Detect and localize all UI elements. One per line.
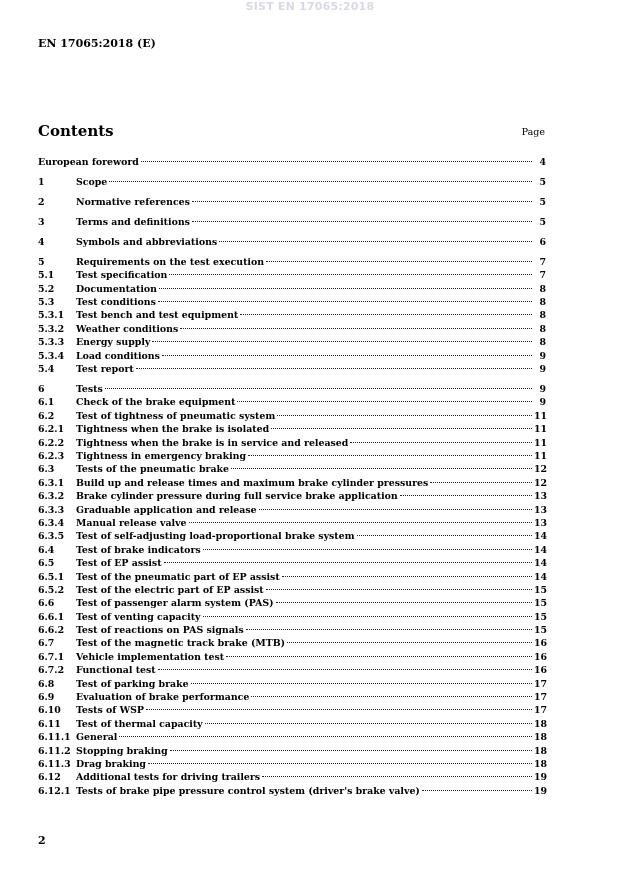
toc-entry[interactable] <box>38 396 546 409</box>
toc-entry-page: 14 <box>534 531 548 543</box>
toc-entry[interactable] <box>38 350 546 363</box>
toc-entry-title: Test of self-adjusting load-proportional brake system <box>76 531 355 543</box>
toc-entry-number: 5.4 <box>38 364 55 376</box>
toc-entry-page: 11 <box>534 424 548 436</box>
toc-entry-title: Tests of the pneumatic brake <box>76 464 229 476</box>
toc-entry-title: Test of EP assist <box>76 558 162 570</box>
toc-entry-page: 14 <box>534 558 548 570</box>
dot-leader <box>158 669 532 670</box>
toc-entry-page: 6 <box>539 236 546 248</box>
toc-entry[interactable] <box>38 691 546 704</box>
dot-leader <box>203 616 532 617</box>
toc-entry[interactable] <box>38 557 546 570</box>
toc-entry-title: Tightness when the brake is in service and released <box>76 437 349 449</box>
toc-entry-number: 6.9 <box>38 692 55 704</box>
dot-leader <box>226 656 532 657</box>
toc-entry[interactable] <box>38 256 546 269</box>
toc-entry-page: 9 <box>539 397 546 409</box>
dot-leader <box>357 535 532 536</box>
dot-leader <box>259 509 532 510</box>
toc-entry-page: 8 <box>539 297 546 309</box>
toc-entry-number: 5.3.3 <box>38 337 65 349</box>
toc-entry-number: 6.2.3 <box>38 450 65 462</box>
dot-leader <box>203 549 532 550</box>
dot-leader <box>141 161 532 162</box>
toc-entry-title: Test of venting capacity <box>76 611 201 623</box>
toc-entry-number: 6.3.4 <box>38 517 65 529</box>
toc-entry-page: 19 <box>534 785 548 797</box>
toc-entry-page: 11 <box>534 450 548 462</box>
toc-entry[interactable] <box>38 269 546 282</box>
dot-leader <box>105 388 532 389</box>
toc-entry-title: Test of the pneumatic part of EP assist <box>76 571 280 583</box>
dot-leader <box>189 522 533 523</box>
toc-entry-page: 13 <box>534 491 548 503</box>
dot-leader <box>205 723 532 724</box>
toc-entry[interactable] <box>38 477 546 490</box>
toc-entry-title: Tightness when the brake is isolated <box>76 424 270 436</box>
toc-entry-title: Vehicle implementation test <box>76 651 225 663</box>
toc-entry-number: 6.11 <box>38 718 61 730</box>
toc-entry-number: 5.3.4 <box>38 350 65 362</box>
toc-entry-number: 6.11.1 <box>38 732 71 744</box>
toc-entry-number: 5.3.1 <box>38 310 65 322</box>
toc-entry-title: Scope <box>76 176 108 188</box>
toc-entry-title: Tests of WSP <box>76 705 144 717</box>
toc-entry-page: 9 <box>539 384 546 396</box>
toc-entry[interactable] <box>38 410 546 423</box>
toc-entry-number: 5.3 <box>38 297 55 309</box>
toc-entry-number: 6.3.2 <box>38 491 65 503</box>
dot-leader <box>271 428 532 429</box>
toc-entry-page: 17 <box>534 705 548 717</box>
toc-entry-number: 6.3 <box>38 464 55 476</box>
toc-entry-title: Documentation <box>76 283 157 295</box>
dot-leader <box>276 602 532 603</box>
dot-leader <box>109 181 532 182</box>
toc-entry-page: 8 <box>539 283 546 295</box>
toc-entry[interactable] <box>38 611 546 624</box>
toc-entry-title: Tightness in emergency braking <box>76 450 247 462</box>
toc-entry-title: Terms and definitions <box>76 216 190 228</box>
dot-leader <box>219 241 532 242</box>
toc-entry[interactable] <box>38 156 546 169</box>
toc-entry[interactable] <box>38 383 546 396</box>
toc-entry-number: 6.5.2 <box>38 584 65 596</box>
toc-entry[interactable] <box>38 678 546 691</box>
toc-entry-page: 8 <box>539 310 546 322</box>
toc-entry[interactable] <box>38 490 546 503</box>
toc-entry-number: 6.7 <box>38 638 55 650</box>
dot-leader <box>192 201 532 202</box>
toc-entry-title: Test bench and test equipment <box>76 310 239 322</box>
watermark: SIST EN 17065:2018 <box>245 0 375 13</box>
toc-entry-page: 18 <box>534 732 548 744</box>
toc-entry-page: 17 <box>534 692 548 704</box>
toc-entry-page: 14 <box>534 571 548 583</box>
toc-entry[interactable] <box>38 544 546 557</box>
toc-entry[interactable] <box>38 363 546 376</box>
toc-entry-title: Normative references <box>76 196 190 208</box>
dot-leader <box>192 221 532 222</box>
dot-leader <box>119 736 532 737</box>
toc-entry-title: Check of the brake equipment <box>76 397 236 409</box>
dot-leader <box>148 763 532 764</box>
toc-entry-number: 6.2.2 <box>38 437 65 449</box>
toc-entry-page: 12 <box>534 477 548 489</box>
toc-entry[interactable] <box>38 731 546 744</box>
toc-entry-title: Tests <box>76 384 103 396</box>
toc-entry[interactable] <box>38 423 546 436</box>
toc-entry[interactable] <box>38 624 546 637</box>
toc-entry-number: 4 <box>38 236 45 248</box>
dot-leader <box>240 314 532 315</box>
toc-entry-number: 6 <box>38 384 45 396</box>
dot-leader <box>158 301 532 302</box>
toc-entry-title: Test of the electric part of EP assist <box>76 584 264 596</box>
toc-entry[interactable] <box>38 216 546 229</box>
toc-entry-page: 15 <box>534 584 548 596</box>
dot-leader <box>282 576 532 577</box>
toc-entry-page: 17 <box>534 678 548 690</box>
toc-entry[interactable] <box>38 517 546 530</box>
toc-entry-title: Manual release valve <box>76 517 187 529</box>
toc-entry-number: 6.2 <box>38 410 55 422</box>
toc-entry[interactable] <box>38 463 546 476</box>
dot-leader <box>266 589 532 590</box>
toc-entry[interactable] <box>38 196 546 209</box>
toc-entry-page: 7 <box>539 270 546 282</box>
toc-entry-title: Weather conditions <box>76 323 179 335</box>
toc-entry[interactable] <box>38 323 546 336</box>
toc-entry-number: 6.12.1 <box>38 785 71 797</box>
toc-entry-title: Load conditions <box>76 350 160 362</box>
toc-entry-page: 5 <box>539 176 546 188</box>
toc-entry-page: 15 <box>534 625 548 637</box>
toc-entry[interactable] <box>38 745 546 758</box>
toc-entry-number: 1 <box>38 176 45 188</box>
toc-entry-title: Test of brake indicators <box>76 544 201 556</box>
toc-entry-page: 13 <box>534 504 548 516</box>
page-number: 2 <box>38 834 46 847</box>
toc-entry-page: 14 <box>534 544 548 556</box>
toc-entry-number: 5.3.2 <box>38 323 65 335</box>
toc-entry-title: Test report <box>76 364 134 376</box>
toc-entry[interactable] <box>38 651 546 664</box>
toc-entry[interactable] <box>38 584 546 597</box>
dot-leader <box>169 274 532 275</box>
toc-entry-page: 9 <box>539 364 546 376</box>
toc-entry[interactable] <box>38 283 546 296</box>
toc-entry-page: 11 <box>534 437 548 449</box>
toc-entry[interactable] <box>38 718 546 731</box>
dot-leader <box>164 562 532 563</box>
toc-entry[interactable] <box>38 504 546 517</box>
toc-entry-number: 6.5.1 <box>38 571 65 583</box>
toc-entry-title: General <box>76 732 118 744</box>
toc-entry-title: European foreword <box>38 157 139 168</box>
toc-entry-number: 5.1 <box>38 270 55 282</box>
toc-entry-title: Test of tightness of pneumatic system <box>76 410 276 422</box>
toc-entry[interactable] <box>38 571 546 584</box>
document-id: EN 17065:2018 (E) <box>38 37 156 50</box>
toc-entry-number: 6.12 <box>38 772 61 784</box>
dot-leader <box>251 696 532 697</box>
toc-entry-page: 18 <box>534 745 548 757</box>
toc-entry-number: 6.6.2 <box>38 625 65 637</box>
dot-leader <box>262 776 532 777</box>
toc-entry-title: Test of thermal capacity <box>76 718 203 730</box>
toc-entry-page: 12 <box>534 464 548 476</box>
toc-entry-number: 6.6.1 <box>38 611 65 623</box>
dot-leader <box>191 683 532 684</box>
toc-entry-page: 16 <box>534 665 548 677</box>
dot-leader <box>152 341 532 342</box>
toc-entry[interactable] <box>38 771 546 784</box>
toc-entry[interactable] <box>38 309 546 322</box>
toc-entry-page: 8 <box>539 323 546 335</box>
toc-entry-title: Symbols and abbreviations <box>76 236 218 248</box>
toc-entry-page: 4 <box>539 157 546 168</box>
toc-entry-page: 15 <box>534 611 548 623</box>
toc-entry-title: Test conditions <box>76 297 156 309</box>
toc-entry-title: Test specification <box>76 270 168 282</box>
dot-leader <box>170 750 532 751</box>
toc-entry[interactable] <box>38 530 546 543</box>
toc-entry-number: 6.10 <box>38 705 61 717</box>
toc-entry-title: Tests of brake pipe pressure control system (driver's brake valve) <box>76 785 420 797</box>
toc-entry[interactable] <box>38 597 546 610</box>
toc-entry-number: 6.11.3 <box>38 758 71 770</box>
toc-entry-number: 3 <box>38 216 45 228</box>
toc-entry-page: 7 <box>539 256 546 268</box>
toc-entry-number: 6.2.1 <box>38 424 65 436</box>
toc-entry-page: 15 <box>534 598 548 610</box>
toc-entry-page: 16 <box>534 638 548 650</box>
toc-entry[interactable] <box>38 437 546 450</box>
toc-entry-page: 5 <box>539 196 546 208</box>
toc-entry-number: 6.11.2 <box>38 745 71 757</box>
dot-leader <box>231 468 532 469</box>
toc-entry-page: 11 <box>534 410 548 422</box>
toc-entry-title: Test of parking brake <box>76 678 189 690</box>
toc-entry[interactable] <box>38 296 546 309</box>
toc-entry-title: Graduable application and release <box>76 504 257 516</box>
toc-entry-number: 6.3.5 <box>38 531 65 543</box>
toc-entry-title: Test of the magnetic track brake (MTB) <box>76 638 286 650</box>
toc-entry-number: 6.5 <box>38 558 55 570</box>
toc-entry-title: Drag braking <box>76 758 146 770</box>
toc-entry-number: 6.8 <box>38 678 55 690</box>
toc-entry[interactable] <box>38 236 546 249</box>
toc-entry[interactable] <box>38 758 546 771</box>
toc-entry-number: 6.7.1 <box>38 651 65 663</box>
toc-entry-title: Stopping braking <box>76 745 168 757</box>
toc-entry-number: 6.3.1 <box>38 477 65 489</box>
toc-entry-title: Requirements on the test execution <box>76 256 265 268</box>
toc-entry-number: 6.1 <box>38 397 55 409</box>
toc-entry-page: 9 <box>539 350 546 362</box>
toc-entry[interactable] <box>38 637 546 650</box>
dot-leader <box>350 442 532 443</box>
toc-entry-title: Test of passenger alarm system (PAS) <box>76 598 274 610</box>
toc-entry-page: 5 <box>539 216 546 228</box>
toc-entry-page: 18 <box>534 718 548 730</box>
dot-leader <box>180 328 532 329</box>
toc-entry-title: Evaluation of brake performance <box>76 692 250 704</box>
toc-entry-page: 13 <box>534 517 548 529</box>
toc-entry-number: 5 <box>38 256 45 268</box>
toc-entry-title: Brake cylinder pressure during full service brake application <box>76 491 398 503</box>
toc-entry-number: 6.4 <box>38 544 55 556</box>
toc-entry[interactable] <box>38 664 546 677</box>
toc-entry[interactable] <box>38 704 546 717</box>
toc-entry-title: Additional tests for driving trailers <box>76 772 261 784</box>
contents-heading: Contents <box>38 122 114 140</box>
dot-leader <box>246 629 532 630</box>
dot-leader <box>159 288 532 289</box>
toc-entry-page: 16 <box>534 651 548 663</box>
dot-leader <box>422 790 532 791</box>
toc-entry-page: 19 <box>534 772 548 784</box>
toc-entry-title: Functional test <box>76 665 156 677</box>
dot-leader <box>277 415 532 416</box>
toc-entry-page: 8 <box>539 337 546 349</box>
toc-entry-number: 2 <box>38 196 45 208</box>
dot-leader <box>287 642 532 643</box>
toc-entry-page: 18 <box>534 758 548 770</box>
dot-leader <box>146 709 532 710</box>
table-of-contents <box>38 156 546 798</box>
dot-leader <box>266 261 532 262</box>
toc-entry[interactable] <box>38 176 546 189</box>
toc-entry-title: Test of reactions on PAS signals <box>76 625 244 637</box>
toc-entry-title: Energy supply <box>76 337 151 349</box>
toc-entry-number: 5.2 <box>38 283 55 295</box>
toc-entry[interactable] <box>38 450 546 463</box>
toc-entry[interactable] <box>38 785 546 798</box>
page-column-label: Page <box>521 127 545 138</box>
dot-leader <box>237 401 532 402</box>
dot-leader <box>162 355 532 356</box>
dot-leader <box>430 482 532 483</box>
dot-leader <box>248 455 532 456</box>
toc-entry-number: 6.6 <box>38 598 55 610</box>
toc-entry-number: 6.7.2 <box>38 665 65 677</box>
toc-entry-title: Build up and release times and maximum brake cylinder pressures <box>76 477 429 489</box>
dot-leader <box>400 495 532 496</box>
dot-leader <box>136 368 532 369</box>
toc-entry[interactable] <box>38 336 546 349</box>
toc-entry-number: 6.3.3 <box>38 504 65 516</box>
